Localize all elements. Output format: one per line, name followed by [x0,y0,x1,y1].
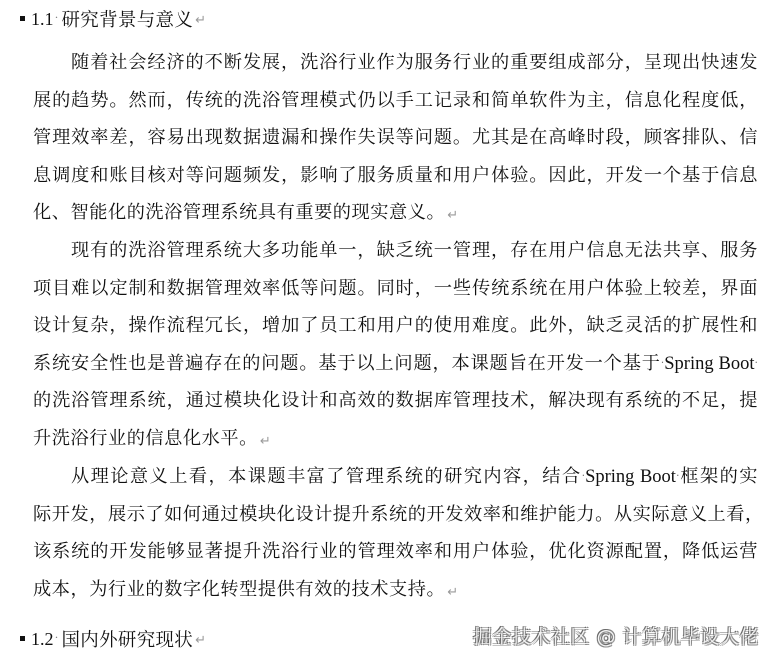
text-line: 际开发，展示了如何通过模块化设计提升系统的开发效率和维护能力。从实际意义上看， [33,503,764,525]
space-mark-icon: · [675,469,680,482]
paragraph-mark-icon: ↵ [259,433,272,449]
text-line: 管理效率差，容易出现数据遗漏和操作失误等问题。尤其是在高峰时段，顾客排队、信 [33,127,758,149]
text-line: 随着社会经济的不断发展，洗浴行业作为服务行业的重要组成部分，呈现出快速发 [71,52,758,73]
text-span: 系统安全性也是普遍存在的问题。基于以上问题，本课题旨在开发一个基于 [33,352,661,374]
space-mark-icon: · [754,355,758,369]
text-span: 化、智能化的洗浴管理系统具有重要的现实意义。 [33,202,446,224]
space-mark-icon: · [54,9,59,24]
paragraph-mark-icon: ↵ [195,12,207,28]
text-span: 从理论意义上看，本课题丰富了管理系统的研究内容，结合 [71,466,582,487]
space-mark-icon: · [660,355,665,369]
text-line [33,458,758,496]
inline-term: Spring Boot [664,353,755,374]
paragraph-mark-icon: ↵ [447,208,459,224]
text-line [33,420,758,458]
text-span: 升洗浴行业的信息化水平。 [33,427,258,449]
text-line: 现有的洗浴管理系统大多功能单一，缺乏统一管理，存在用户信息无法共享、服务 [71,240,758,261]
text-span: 成本，为行业的数字化转型提供有效的技术支持。 [33,578,446,600]
heading-bullet-icon [20,636,25,641]
text-line [33,194,758,232]
section-title: 研究背景与意义 [61,10,194,31]
paragraph-mark-icon: ↵ [195,632,207,648]
section-title: 国内外研究现状 [61,630,194,651]
paragraph-mark-icon: ↵ [447,584,459,600]
section-number: 1.2 [31,628,54,649]
text-line: 该系统的开发能够显著提升洗浴行业的管理效率和用户体验，优化资源配置，降低运营 [33,541,758,563]
text-line: 展的趋势。然而，传统的洗浴管理模式仍以手工记录和简单软件为主，信息化程度低， [33,89,758,111]
watermark: 掘金技术社区 @ 计算机毕设大佬 [472,626,759,648]
section-heading-1-2[interactable] [20,624,206,654]
text-span: 框架的实 [679,466,759,487]
inline-term: Spring Boot [585,467,676,487]
text-line: 的洗浴管理系统，通过模块化设计和高效的数据库管理技术，解决现有系统的不足，提 [33,390,758,412]
paragraph-2[interactable] [33,232,758,458]
paragraph-3[interactable] [33,458,764,608]
text-line [33,571,758,609]
paragraph-1[interactable] [33,44,758,232]
text-line: 设计复杂，操作流程冗长，增加了员工和用户的使用难度。此外，缺乏灵活的扩展性和 [33,315,758,337]
text-line: 息调度和账目核对等问题频发，影响了服务质量和用户体验。因此，开发一个基于信息 [33,164,758,186]
text-line [33,345,758,383]
heading-bullet-icon [20,16,25,21]
text-line: 项目难以定制和数据管理效率低等问题。同时，一些传统系统在用户体验上较差，界面 [33,277,758,299]
section-number: 1.1 [31,8,54,29]
section-heading-1-1[interactable] [20,4,206,34]
space-mark-icon: · [581,469,586,482]
space-mark-icon: · [54,629,59,644]
